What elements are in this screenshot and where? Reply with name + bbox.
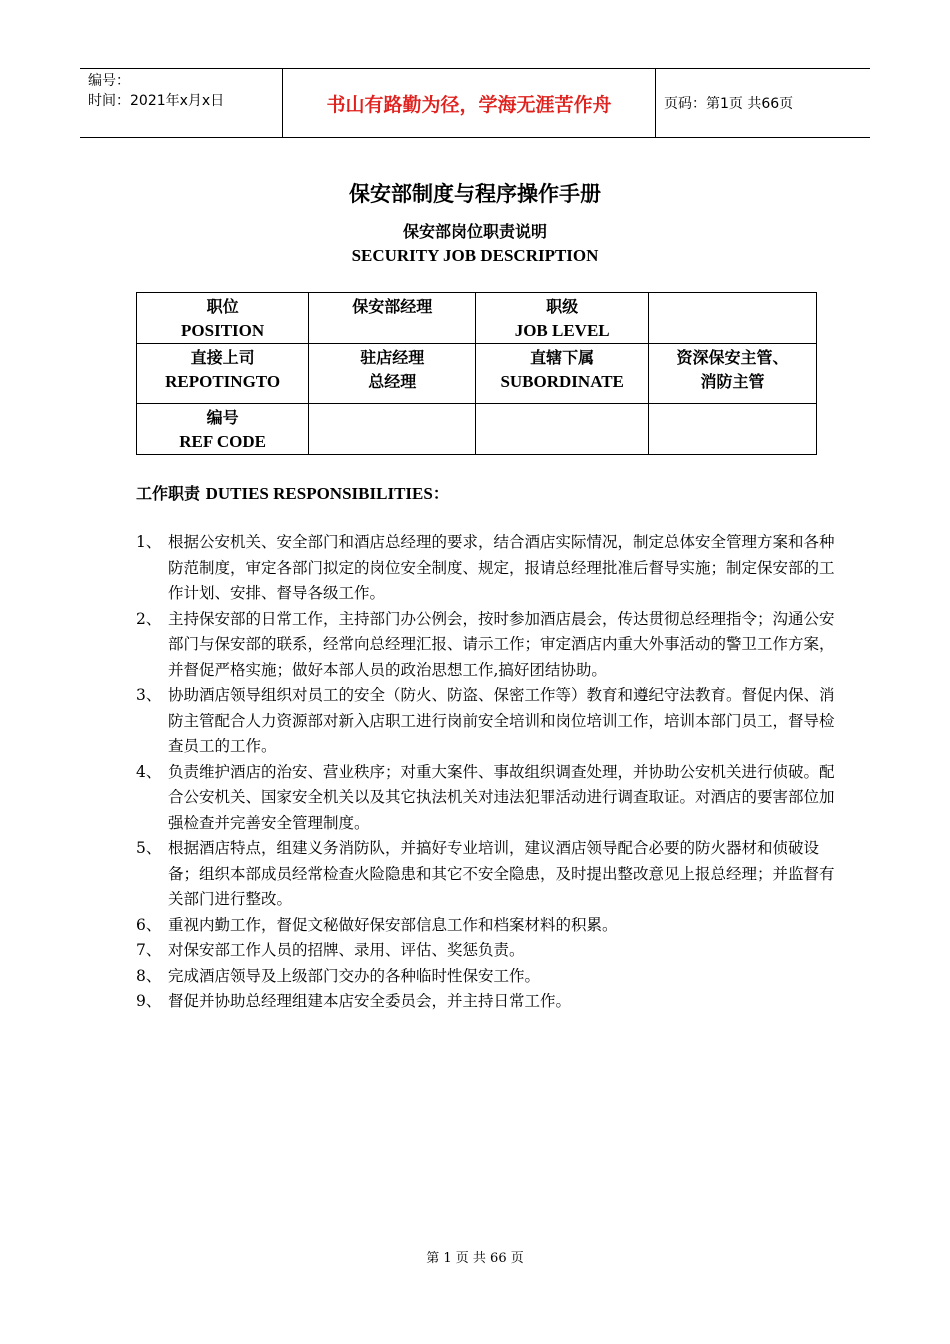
- duties-heading-zh: 工作职责: [136, 484, 206, 503]
- list-item: [136, 607, 836, 684]
- ref-label-cell: [137, 404, 309, 455]
- report-label-cell: [137, 344, 309, 404]
- level-label-en: JOB LEVEL: [514, 321, 610, 340]
- duty-text: 根据酒店特点，组建义务消防队，并搞好专业培训，建议酒店领导配合必要的防火器材和侦破设备；组织本部成员经常检查火险隐患和其它不安全隐患，及时提出整改意见上报总经理；并监督有关部门进行整改。: [168, 839, 835, 908]
- position-label-en: POSITION: [181, 321, 265, 340]
- list-item: [136, 964, 836, 990]
- duty-text: 协助酒店领导组织对员工的安全（防火、防盗、保密工作等）教育和遵纪守法教育。督促内保、消防主管配合人力资源部对新入店职工进行岗前安全培训和岗位培训工作，培训本部门员工，督导检查员工的工作。: [168, 686, 835, 755]
- job-info-table: [136, 292, 817, 455]
- report-label-zh: 直接上司: [190, 348, 255, 367]
- level-value-cell: [648, 293, 816, 344]
- report-label-en: REPOTINGTO: [165, 372, 281, 391]
- code-label: 编号：: [88, 73, 130, 89]
- list-item: [136, 913, 836, 939]
- position-label-cell: [137, 293, 309, 344]
- duty-number: 7、: [136, 941, 162, 959]
- sub-label-cell: [476, 344, 649, 404]
- duty-text: 根据公安机关、安全部门和酒店总经理的要求，结合酒店实际情况，制定总体安全管理方案和各种防范制度，审定各部门拟定的岗位安全制度、规定，报请总经理批准后督导实施；制定保安部的工作计划、安排、督导各级工作。: [168, 533, 835, 602]
- empty-cell: [648, 404, 816, 455]
- table-row: [137, 404, 817, 455]
- level-label-cell: [476, 293, 649, 344]
- report-value-cell: [309, 344, 476, 404]
- header-page-info: 页码：第1页 共66页: [664, 96, 794, 112]
- duty-text: 督促并协助总经理组建本店安全委员会，并主持日常工作。: [168, 992, 572, 1010]
- sub-value-cell: [648, 344, 816, 404]
- position-value-cell: [309, 293, 476, 344]
- list-item: [136, 836, 836, 913]
- duty-number: 3、: [136, 686, 162, 704]
- document-subtitle: [0, 220, 950, 268]
- list-item: [136, 938, 836, 964]
- duty-text: 主持保安部的日常工作，主持部门办公例会，按时参加酒店晨会，传达贯彻总经理指令；沟通公安部门与保安部的联系，经常向总经理汇报、请示工作；审定酒店内重大外事活动的警卫工作方案，并督促严格实施；做好本部人员的政治思想工作,搞好团结协助。: [168, 609, 835, 679]
- header-meta: [80, 69, 282, 139]
- subtitle-zh: 保安部岗位职责说明: [402, 222, 547, 241]
- duties-heading-colon: ：: [432, 484, 449, 503]
- sub-value-1: 资深保安主管、: [676, 348, 789, 367]
- list-item: [136, 530, 836, 607]
- duty-number: 5、: [136, 839, 162, 857]
- subtitle-en: SECURITY JOB DESCRIPTION: [351, 246, 599, 265]
- report-value-1: 驻店经理: [360, 348, 425, 367]
- list-item: [136, 760, 836, 837]
- duty-number: 4、: [136, 762, 162, 781]
- duties-heading: [136, 481, 449, 504]
- duty-text: 对保安部工作人员的招牌、录用、评估、奖惩负责。: [168, 941, 525, 959]
- table-row: [137, 293, 817, 344]
- duty-number: 1、: [136, 533, 162, 551]
- sub-value-2: 消防主管: [700, 372, 765, 391]
- duty-text: 重视内勤工作，督促文秘做好保安部信息工作和档案材料的积累。: [168, 915, 618, 934]
- page-header: [80, 68, 870, 138]
- time-label: 时间：2021年x月x日: [88, 93, 225, 109]
- duty-number: 2、: [136, 609, 162, 628]
- list-item: [136, 989, 836, 1015]
- table-row: [137, 344, 817, 404]
- level-label-zh: 职级: [546, 297, 579, 316]
- duty-number: 9、: [136, 992, 162, 1010]
- ref-label-en: REF CODE: [179, 432, 266, 451]
- sub-label-en: SUBORDINATE: [500, 372, 624, 391]
- duties-heading-en: DUTIES RESPONSIBILITIES: [205, 484, 433, 503]
- empty-cell: [476, 404, 649, 455]
- duty-number: 6、: [136, 915, 162, 934]
- position-value: 保安部经理: [352, 297, 433, 316]
- position-label-zh: 职位: [206, 297, 239, 316]
- report-value-2: 总经理: [368, 372, 417, 391]
- list-item: [136, 683, 836, 760]
- ref-value-cell: [309, 404, 476, 455]
- duties-list: [136, 530, 836, 1015]
- sub-label-zh: 直辖下属: [530, 348, 595, 367]
- duty-text: 完成酒店领导及上级部门交办的各种临时性保安工作。: [168, 966, 541, 985]
- document-title: 保安部制度与程序操作手册: [349, 182, 601, 206]
- duty-text: 负责维护酒店的治安、营业秩序；对重大案件、事故组织调查处理，并协助公安机关进行侦破。配合公安机关、国家安全机关以及其它执法机关对违法犯罪活动进行调查取证。对酒店的要害部位加强检查并完善安全管理制度。: [168, 762, 835, 832]
- duty-number: 8、: [136, 966, 162, 985]
- header-motto: 书山有路勤为径，学海无涯苦作舟: [282, 69, 656, 137]
- page-footer: 第 1 页 共 66 页: [426, 1251, 524, 1266]
- ref-label-zh: 编号: [206, 408, 239, 427]
